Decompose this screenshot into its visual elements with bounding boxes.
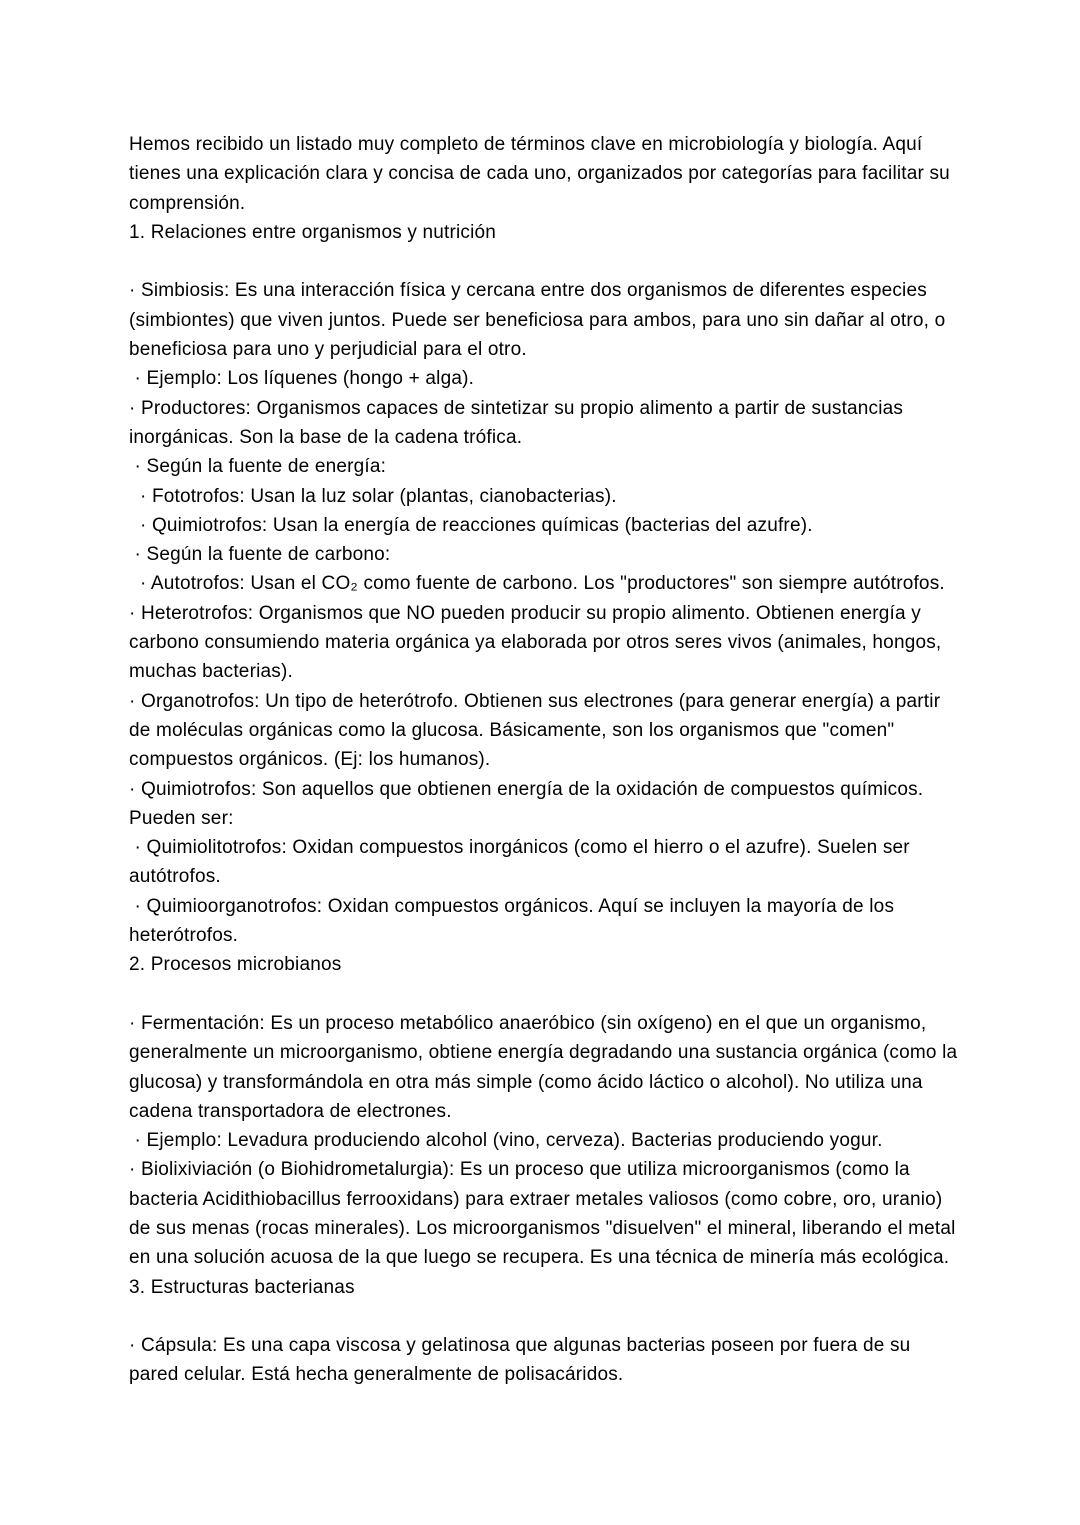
list-item: · Cápsula: Es una capa viscosa y gelatinosa que algunas bacterias poseen por fuera de su pared celular. Está hecha generalmente de polisacáridos. <box>129 1335 916 1386</box>
document-body <box>129 130 961 1390</box>
section-heading-1: 1. Relaciones entre organismos y nutrición <box>129 221 497 243</box>
section-body-2 <box>129 1009 961 1273</box>
intro-paragraph: Hemos recibido un listado muy completo de términos clave en microbiología y biología. Aquí tienes una explicación clara y concisa de cada uno, organizados por categorías para facilitar su comprensión. <box>129 134 956 214</box>
list-item: · Según la fuente de energía: <box>129 456 387 478</box>
list-item: · Quimiotrofos: Usan la energía de reacciones químicas (bacterias del azufre). <box>129 514 813 536</box>
list-item: · Autotrofos: Usan el CO₂ como fuente de carbono. Los "productores" son siempre autótrofos. <box>129 573 945 595</box>
section-body-3 <box>129 1331 961 1390</box>
list-item: · Ejemplo: Los líquenes (hongo + alga). <box>129 368 475 390</box>
list-item: · Quimioorganotrofos: Oxidan compuestos orgánicos. Aquí se incluyen la mayoría de los heterótrofos. <box>129 895 900 947</box>
list-item: · Biolixiviación (o Biohidrometalurgia): Es un proceso que utiliza microorganismos (como la bacteria Acidithiobacillus ferrooxidans) para extraer metales valiosos (como cobre, oro, uranio) de sus menas (rocas minerales). Los microorganismos "disuelven" el mineral, liberando el metal en una solución acuosa de la que luego se recupera. Es una técnica de minería más ecológica. <box>129 1159 962 1269</box>
list-item: · Simbiosis: Es una interacción física y cercana entre dos organismos de diferentes especies (simbiontes) que viven juntos. Puede ser beneficiosa para ambos, para uno sin dañar al otro, o beneficiosa para uno y perjudicial para el otro. <box>129 280 951 361</box>
section-heading-3: 3. Estructuras bacterianas <box>129 1276 355 1298</box>
list-item: · Organotrofos: Un tipo de heterótrofo. Obtienen sus electrones (para generar energía) a partir de moléculas orgánicas como la glucosa. Básicamente, son los organismos que "comen" compuestos orgánicos. (Ej: los humanos). <box>129 690 946 771</box>
list-item: · Fototrofos: Usan la luz solar (plantas, cianobacterias). <box>129 485 617 507</box>
section-body-1 <box>129 276 961 950</box>
list-item: · Quimiotrofos: Son aquellos que obtienen energía de la oxidación de compuestos químicos. Pueden ser: <box>129 778 929 829</box>
list-item: · Quimiolitotrofos: Oxidan compuestos inorgánicos (como el hierro o el azufre). Suelen ser autótrofos. <box>129 837 916 888</box>
list-item: · Según la fuente de carbono: <box>129 544 391 566</box>
list-item: · Ejemplo: Levadura produciendo alcohol (vino, cerveza). Bacterias produciendo yogur. <box>129 1130 883 1152</box>
list-item: · Productores: Organismos capaces de sintetizar su propio alimento a partir de sustancias inorgánicas. Son la base de la cadena trófica. <box>129 397 909 448</box>
list-item: · Fermentación: Es un proceso metabólico anaeróbico (sin oxígeno) en el que un organismo, generalmente un microorganismo, obtiene energía degradando una sustancia orgánica (como la glucosa) y transformándola en otra más simple (como ácido láctico o alcohol). No utiliza una cadena transportadora de electrones. <box>129 1012 963 1122</box>
list-item: · Heterotrofos: Organismos que NO pueden producir su propio alimento. Obtienen energía y carbono consumiendo materia orgánica ya elaborada por otros seres vivos (animales, hongos, muchas bacterias). <box>129 602 947 683</box>
section-heading-2: 2. Procesos microbianos <box>129 954 342 976</box>
